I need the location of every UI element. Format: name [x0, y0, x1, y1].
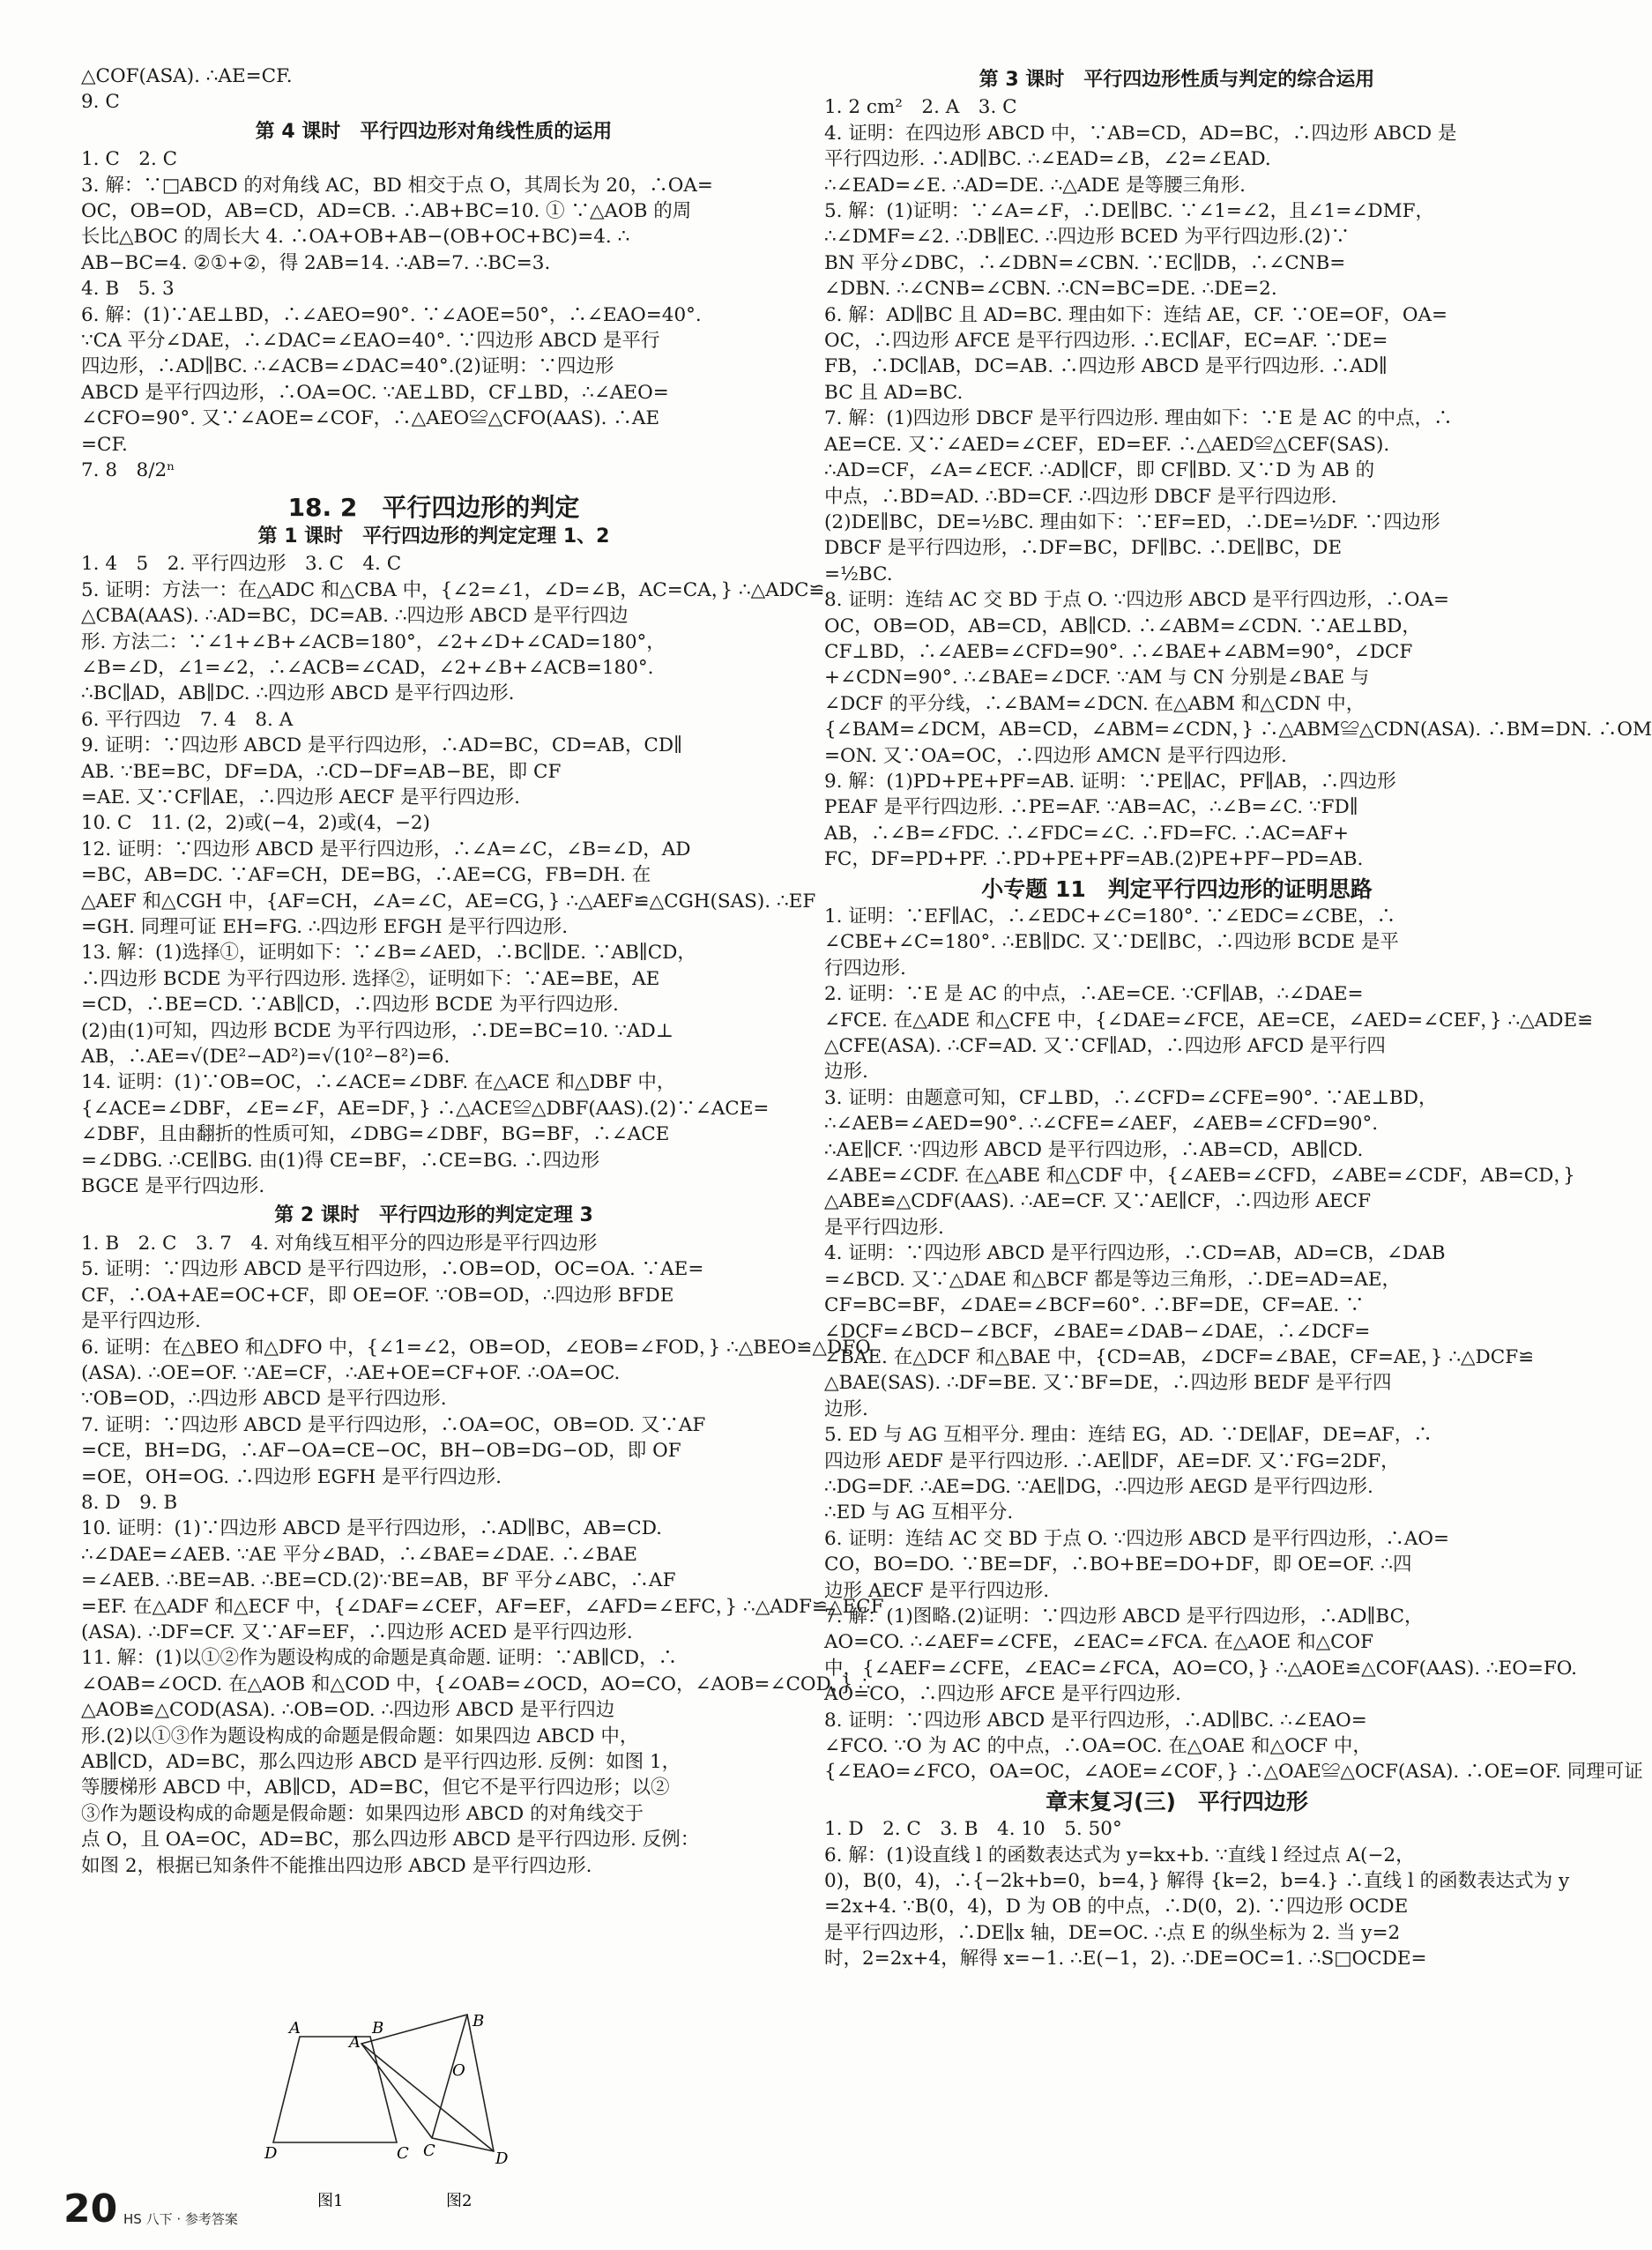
text-line: ∠DBF，且由翻折的性质可知，∠DBG=∠DBF，BG=BF，∴∠ACE — [81, 1123, 670, 1146]
fig2-label-c: C — [423, 2142, 435, 2160]
text-line: 5. 证明：方法一：在△ADC 和△CBA 中，{∠2=∠1，∠D=∠B，AC=CA，} ∴△ADC≌ — [81, 578, 825, 601]
text-line: =∠BCD. 又∵△DAE 和△BCF 都是等边三角形，∴DE=AD=AE， — [824, 1268, 1402, 1291]
text-line: ∴∠DMF=∠2. ∴DB∥EC. ∴四边形 BCED 为平行四边形.(2)∵ — [824, 226, 1351, 249]
text-line: 7. 8 8/2ⁿ — [81, 459, 175, 482]
lesson4-heading: 第 4 课时 平行四边形对角线性质的运用 — [255, 120, 613, 143]
text-line: =CF. — [81, 433, 128, 456]
text-line: 10. 证明：(1)∵四边形 ABCD 是平行四边形，∴AD∥BC，AB=CD. — [81, 1517, 663, 1540]
fig1-label-a: A — [289, 2019, 301, 2038]
text-line: AB，∴AE=√(DE²−AD²)=√(10²−8²)=6. — [81, 1046, 450, 1069]
text-line: AO=CO. ∴∠AEF=∠CFE，∠EAC=∠FCA. 在△AOE 和△COF — [824, 1631, 1374, 1654]
text-line: 形. 方法二：∵∠1+∠B+∠ACB=180°，∠2+∠D+∠CAD=180°， — [81, 630, 666, 653]
text-line: ∠B=∠D，∠1=∠2，∴∠ACB=∠CAD，∠2+∠B+∠ACB=180°. — [81, 656, 654, 679]
text-line: (ASA). ∴DF=CF. 又∵AF=EF，∴四边形 ACED 是平行四边形. — [81, 1620, 633, 1643]
text-line: =∠AEB. ∴BE=AB. ∴BE=CD.(2)∵BE=AB，BF 平分∠ABC，∴AF — [81, 1569, 676, 1592]
lesson3-heading: 第 3 课时 平行四边形性质与判定的综合运用 — [979, 69, 1375, 91]
text-line: {∠EAO=∠FCO，OA=OC，∠AOE=∠COF，} ∴△OAE≌△OCF(ASA). ∴OE=OF. 同理可证 — [824, 1761, 1643, 1784]
lesson2-heading: 第 2 课时 平行四边形的判定定理 3 — [274, 1204, 593, 1227]
text-line: =½BC. — [824, 562, 893, 585]
text-line: 1. 证明：∵EF∥AC，∴∠EDC+∠C=180°. ∵∠EDC=∠CBE，∴ — [824, 905, 1396, 928]
text-line: +∠CDN=90°. ∴∠BAE=∠DCF. ∵AM 与 CN 分别是∠BAE 与 — [824, 667, 1370, 689]
lesson4-body — [81, 146, 786, 483]
text-line: {∠BAM=∠DCM，AB=CD，∠ABM=∠CDN，} ∴△ABM≌△CDN(ASA). ∴BM=DN. ∴OM — [824, 719, 1652, 741]
fig2-label-b: B — [473, 2012, 485, 2030]
text-line: =GH. 同理可证 EH=FG. ∴四边形 EFGH 是平行四边形. — [81, 916, 569, 938]
text-line: AB. ∵BE=BC，DF=DA，∴CD−DF=AB−BE，即 CF — [81, 760, 562, 783]
text-line: =AE. 又∵CF∥AE，∴四边形 AECF 是平行四边形. — [81, 786, 521, 808]
fig1-label-c: C — [397, 2144, 409, 2163]
text-line: =∠DBG. ∴CE∥BG. 由(1)得 CE=BF，∴CE=BG. ∴四边形 — [81, 1149, 600, 1172]
lesson1-heading: 第 1 课时 平行四边形的判定定理 1、2 — [257, 525, 610, 548]
text-line: 9. 证明：∵四边形 ABCD 是平行四边形，∴AD=BC，CD=AB，CD∥ — [81, 734, 683, 757]
text-line: ∴BC∥AD，AB∥DC. ∴四边形 ABCD 是平行四边形. — [81, 682, 515, 705]
text-line: OC，OB=OD，AB=CD，AB∥CD. ∴∠ABM=∠CDN. ∵AE⊥BD， — [824, 615, 1421, 637]
text-line: 9. C — [81, 91, 120, 114]
text-line: 等腰梯形 ABCD 中，AB∥CD，AD=BC，但它不是平行四边形；以② — [81, 1777, 670, 1799]
lesson1-body — [81, 551, 825, 1199]
text-line: ∴DG=DF. ∴AE=DG. ∵AE∥DG，∴四边形 AEGD 是平行四边形. — [824, 1475, 1373, 1498]
text-line: 1. 2 cm² 2. A 3. C — [824, 96, 1017, 119]
fig1-label-b: B — [372, 2019, 384, 2038]
text-line: 12. 证明：∵四边形 ABCD 是平行四边形，∴∠A=∠C，∠B=∠D，AD — [81, 838, 691, 861]
text-line: ③作为题设构成的命题是假命题：如果四边形 ABCD 的对角线交于 — [81, 1802, 644, 1825]
text-line: 6. 解：(1)∵AE⊥BD，∴∠AEO=90°. ∵∠AOE=50°，∴∠EAO=40°. — [81, 303, 702, 326]
text-line: ∴∠EAD=∠E. ∴AD=DE. ∴△ADE 是等腰三角形. — [824, 174, 1246, 197]
text-line: △BAE(SAS). ∴DF=BE. 又∵BF=DE，∴四边形 BEDF 是平行四 — [824, 1372, 1392, 1395]
text-line: 5. 解：(1)证明：∵∠A=∠F，∴DE∥BC. ∵∠1=∠2，且∠1=∠DMF， — [824, 200, 1435, 223]
text-line: 8. 证明：连结 AC 交 BD 于点 O. ∵四边形 ABCD 是平行四边形，∴OA= — [824, 589, 1449, 612]
text-line: 13. 解：(1)选择①，证明如下：∵∠B=∠AED，∴BC∥DE. ∵AB∥CD， — [81, 942, 696, 965]
section-18-2-heading: 18. 2 平行四边形的判定 — [287, 492, 580, 522]
text-line: 14. 证明：(1)∵OB=OC，∴∠ACE=∠DBF. 在△ACE 和△DBF 中， — [81, 1071, 676, 1094]
text-line: BGCE 是平行四边形. — [81, 1175, 265, 1198]
geometry-figures — [264, 2010, 555, 2222]
review3-heading: 章末复习(三) 平行四边形 — [1046, 1788, 1308, 1814]
text-line: △COF(ASA). ∴AE=CF. — [81, 65, 293, 87]
text-line: ∠FCE. 在△ADE 和△CFE 中，{∠DAE=∠FCE，AE=CE，∠AED=∠CEF，} ∴△ADE≌ — [824, 1009, 1594, 1032]
text-line: △AOB≌△COD(ASA). ∴OB=OD. ∴四边形 ABCD 是平行四边 — [81, 1699, 615, 1722]
text-line: ∴∠AEB=∠AED=90°. ∴∠CFE=∠AEF，∠AEB=∠CFD=90°. — [824, 1113, 1379, 1136]
text-line: 6. 证明：在△BEO 和△DFO 中，{∠1=∠2，OB=OD，∠EOB=∠FOD，} ∴△BEO≌△DFO — [81, 1336, 871, 1359]
text-line: =BC，AB=DC. ∵AF=CH，DE=BG，∴AE=CG，FB=DH. 在 — [81, 864, 651, 887]
text-line: ∴四边形 BCDE 为平行四边形. 选择②，证明如下：∵AE=BE，AE — [81, 967, 660, 990]
text-line: 四边形，∴AD∥BC. ∴∠ACB=∠DAC=40°.(2)证明：∵四边形 — [81, 355, 614, 378]
text-line: 时，2=2x+4，解得 x=−1. ∴E(−1，2). ∴DE=OC=1. ∴S□OCDE= — [824, 1948, 1427, 1971]
text-line: 11. 解：(1)以①②作为题设构成的命题是真命题. 证明：∵AB∥CD，∴ — [81, 1647, 678, 1670]
text-line: ∠CBE+∠C=180°. ∴EB∥DC. 又∵DE∥BC，∴四边形 BCDE 是平 — [824, 931, 1399, 954]
text-line: {∠ACE=∠DBF，∠E=∠F，AE=DF，} ∴△ACE≌△DBF(AAS).(2)∵∠ACE= — [81, 1097, 770, 1120]
text-line: ∵CA 平分∠DAE，∴∠DAC=∠EAO=40°. ∵四边形 ABCD 是平行 — [81, 330, 660, 353]
text-line: 7. 解：(1)四边形 DBCF 是平行四边形. 理由如下：∵E 是 AC 的中点，∴ — [824, 407, 1453, 430]
fig2-label-o: O — [452, 2061, 465, 2080]
text-line: 中，{∠AEF=∠CFE，∠EAC=∠FCA，AO=CO，} ∴△AOE≌△COF(AAS). ∴EO=FO. — [824, 1657, 1578, 1680]
text-line: 4. B 5. 3 — [81, 278, 175, 301]
text-line: △AEF 和△CGH 中，{AF=CH，∠A=∠C，AE=CG，} ∴△AEF≌△CGH(SAS). ∴EF — [81, 890, 816, 913]
text-line: ∵OB=OD，∴四边形 ABCD 是平行四边形. — [81, 1388, 447, 1411]
text-line: 4. 证明：在四边形 ABCD 中，∵AB=CD，AD=BC，∴四边形 ABCD 是 — [824, 122, 1457, 145]
fig1-caption: 图1 — [317, 2192, 344, 2210]
text-line: =CD，∴BE=CD. ∵AB∥CD，∴四边形 BCDE 为平行四边形. — [81, 994, 619, 1017]
text-line: CF，∴OA+AE=OC+CF，即 OE=OF. ∵OB=OD，∴四边形 BFDE — [81, 1284, 674, 1307]
text-line: AB−BC=4. ②①+②，得 2AB=14. ∴AB=7. ∴BC=3. — [81, 251, 551, 274]
text-line: 四边形 AEDF 是平行四边形. ∴AE∥DF，AE=DF. 又∵FG=2DF， — [824, 1449, 1400, 1472]
text-line: =ON. 又∵OA=OC，∴四边形 AMCN 是平行四边形. — [824, 744, 1287, 767]
fig2-caption: 图2 — [446, 2192, 473, 2210]
text-line: ∠OAB=∠OCD. 在△AOB 和△COD 中，{∠OAB=∠OCD，AO=CO，∠AOB=∠COD，} ∴ — [81, 1673, 871, 1695]
text-line: AE=CE. 又∵∠AED=∠CEF，ED=EF. ∴△AED≌△CEF(SAS). — [824, 433, 1390, 456]
text-line: 6. 解：AD∥BC 且 AD=BC. 理由如下：连结 AE，CF. ∵OE=OF，OA= — [824, 303, 1447, 326]
text-line: 是平行四边形. — [824, 1216, 944, 1239]
text-line: 7. 解：(1)图略.(2)证明：∵四边形 ABCD 是平行四边形，∴AD∥BC， — [824, 1605, 1424, 1628]
text-line: 6. 平行四边 7. 4 8. A — [81, 708, 294, 731]
text-line: 9. 解：(1)PD+PE+PF=AB. 证明：∵PE∥AC，PF∥AB，∴四边形 — [824, 770, 1396, 793]
text-line: 3. 解：∵□ABCD 的对角线 AC，BD 相交于点 O，其周长为 20，∴OA= — [81, 174, 713, 197]
text-line: 0)，B(0，4)，∴{−2k+b=0，b=4，} 解得 {k=2，b=4.} ∴直线 l 的函数表达式为 y — [824, 1870, 1570, 1893]
fig2-label-d: D — [495, 2149, 509, 2168]
text-line: ∴AE∥CF. ∵四边形 ABCD 是平行四边形，∴AB=CD，AB∥CD. — [824, 1138, 1364, 1161]
text-line: 1. 4 5 2. 平行四边形 3. C 4. C — [81, 553, 402, 576]
text-line: △CBA(AAS). ∴AD=BC，DC=AB. ∴四边形 ABCD 是平行四边 — [81, 605, 629, 628]
fig1-label-d: D — [264, 2144, 278, 2163]
figure-1-trapezoid — [273, 2037, 397, 2142]
right-column — [824, 63, 1652, 1972]
text-line: ∠BAE. 在△DCF 和△BAE 中，{CD=AB，∠DCF=∠BAE，CF=AE，} ∴△DCF≌ — [824, 1345, 1535, 1368]
text-line: 4. 证明：∵四边形 ABCD 是平行四边形，∴CD=AB，AD=CB，∠DAB — [824, 1242, 1446, 1265]
text-line: ∠DCF 的平分线，∴∠BAM=∠DCN. 在△ABM 和△CDN 中， — [824, 692, 1366, 715]
text-line: CF⊥BD，∴∠AEB=∠CFD=90°. ∴∠BAE+∠ABM=90°，∠DCF — [824, 640, 1413, 663]
text-line: 中点，∴BD=AD. ∴BD=CF. ∴四边形 DBCF 是平行四边形. — [824, 485, 1337, 508]
text-line: ∠DCF=∠BCD−∠BCF，∠BAE=∠DAB−∠DAE，∴∠DCF= — [824, 1320, 1371, 1343]
text-line: OC，OB=OD，AB=CD，AD=CB. ∴AB+BC=10. ① ∵△AOB 的周 — [81, 200, 692, 223]
text-line: 是平行四边形，∴DE∥x 轴，DE=OC. ∴点 E 的纵坐标为 2. 当 y=2 — [824, 1921, 1401, 1944]
text-line: FB，∴DC∥AB，DC=AB. ∴四边形 ABCD 是平行四边形. ∴AD∥ — [824, 355, 1388, 378]
text-line: ∠FCO. ∵O 为 AC 的中点，∴OA=OC. 在△OAE 和△OCF 中， — [824, 1735, 1372, 1757]
review3-body — [824, 1816, 1570, 1971]
text-line: CO，BO=DO. ∵BE=DF，∴BO+BE=DO+DF，即 OE=OF. ∴四 — [824, 1553, 1412, 1576]
text-line: 10. C 11. (2，2)或(−4，2)或(4，−2) — [81, 812, 430, 835]
text-line: (2)由(1)可知，四边形 BCDE 为平行四边形，∴DE=BC=10. ∵AD⊥ — [81, 1019, 673, 1042]
text-line: ∠ABE=∠CDF. 在△ABE 和△CDF 中，{∠AEB=∠CFD，∠ABE=∠CDF，AB=CD，} — [824, 1165, 1575, 1188]
text-line: ∠CFO=90°. 又∵∠AOE=∠COF，∴△AEO≌△CFO(AAS). ∴AE — [81, 407, 660, 430]
text-line: (2)DE∥BC，DE=½BC. 理由如下：∵EF=ED，∴DE=½DF. ∵四边形 — [824, 510, 1440, 533]
text-line: 行四边形. — [824, 957, 906, 980]
text-line: ∴∠DAE=∠AEB. ∵AE 平分∠BAD，∴∠BAE=∠DAE. ∴∠BAE — [81, 1543, 637, 1566]
text-line: 5. ED 与 AG 互相平分. 理由：连结 EG，AD. ∵DE∥AF，DE=AF，∴ — [824, 1424, 1432, 1447]
text-line: 边形. — [824, 1397, 868, 1420]
text-line: PEAF 是平行四边形. ∴PE=AF. ∵AB=AC，∴∠B=∠C. ∵FD∥ — [824, 796, 1358, 819]
text-line: CF=BC=BF，∠DAE=∠BCF=60°. ∴BF=DE，CF=AE. ∵ — [824, 1294, 1365, 1317]
text-line: 6. 证明：连结 AC 交 BD 于点 O. ∵四边形 ABCD 是平行四边形，∴AO= — [824, 1527, 1449, 1550]
text-line: 形.(2)以①③作为题设构成的命题是假命题：如果四边 ABCD 中， — [81, 1725, 639, 1747]
text-line: =CE，BH=DG，∴AF−OA=CE−OC，BH−OB=DG−OD，即 OF — [81, 1440, 681, 1463]
text-line: △CFE(ASA). ∴CF=AD. 又∵CF∥AD，∴四边形 AFCD 是平行四 — [824, 1035, 1386, 1058]
text-line: (ASA). ∴OE=OF. ∵AE=CF，∴AE+OE=CF+OF. ∴OA=OC. — [81, 1361, 621, 1384]
text-line: BC 且 AD=BC. — [824, 381, 964, 404]
text-line: 3. 证明：由题意可知，CF⊥BD，∴∠CFD=∠CFE=90°. ∵AE⊥BD， — [824, 1086, 1438, 1109]
text-line: 平行四边形. ∴AD∥BC. ∴∠EAD=∠B，∠2=∠EAD. — [824, 148, 1271, 171]
text-line: =OE，OH=OG. ∴四边形 EGFH 是平行四边形. — [81, 1465, 502, 1488]
text-line: 8. 证明：∵四边形 ABCD 是平行四边形，∴AD∥BC. ∴∠EAO= — [824, 1709, 1367, 1732]
text-line: 长比△BOC 的周长大 4. ∴OA+OB+AB−(OB+OC+BC)=4. ∴ — [81, 226, 630, 249]
text-line: AB∥CD，AD=BC，那么四边形 ABCD 是平行四边形. 反例：如图 1， — [81, 1751, 681, 1773]
lesson2-body — [81, 1231, 884, 1879]
text-line: 7. 证明：∵四边形 ABCD 是平行四边形，∴OA=OC，OB=OD. 又∵AF — [81, 1413, 706, 1436]
text-line: ∠DBN. ∴∠CNB=∠CBN. ∴CN=BC=DE. ∴DE=2. — [824, 278, 1277, 301]
text-line: =2x+4. ∵B(0，4)，D 为 OB 的中点，∴D(0，2). ∵四边形 OCDE — [824, 1896, 1409, 1918]
text-line: AO=CO，∴四边形 AFCE 是平行四边形. — [824, 1683, 1181, 1706]
text-line: ∴ED 与 AG 互相平分. — [824, 1501, 1014, 1524]
text-line: BN 平分∠DBC，∴∠DBN=∠CBN. ∵EC∥DB，∴∠CNB= — [824, 251, 1346, 274]
fig2-label-a: A — [349, 2033, 361, 2052]
text-line: △ABE≌△CDF(AAS). ∴AE=CF. 又∵AE∥CF，∴四边形 AECF — [824, 1190, 1371, 1213]
topic11-heading: 小专题 11 判定平行四边形的证明思路 — [981, 875, 1373, 902]
text-line: 6. 解：(1)设直线 l 的函数表达式为 y=kx+b. ∵直线 l 经过点 A(−2， — [824, 1844, 1415, 1866]
page-footer: HS 八下 · 参考答案 — [123, 2211, 238, 2227]
text-line: 1. B 2. C 3. 7 4. 对角线互相平分的四边形是平行四边形 — [81, 1232, 598, 1255]
text-line: 边形 AECF 是平行四边形. — [824, 1579, 1050, 1602]
text-line: 点 O，且 OA=OC，AD=BC，那么四边形 ABCD 是平行四边形. 反例： — [81, 1829, 700, 1851]
text-line: 1. D 2. C 3. B 4. 10 5. 50° — [824, 1818, 1122, 1841]
topic11-body — [824, 904, 1643, 1785]
text-line: =EF. 在△ADF 和△ECF 中，{∠DAF=∠CEF，AF=EF，∠AFD=∠EFC，} ∴△ADF≌△ECF — [81, 1595, 884, 1618]
text-line: ∴AD=CF，∠A=∠ECF. ∴AD∥CF，即 CF∥BD. 又∵D 为 AB 的 — [824, 459, 1375, 482]
text-line: OC，∴四边形 AFCE 是平行四边形. ∴EC∥AF，EC=AF. ∵DE= — [824, 330, 1388, 353]
text-line: 5. 证明：∵四边形 ABCD 是平行四边形，∴OB=OD，OC=OA. ∵AE= — [81, 1258, 704, 1281]
text-line: 1. C 2. C — [81, 148, 178, 171]
text-line: 边形. — [824, 1061, 868, 1084]
text-line: 2. 证明：∵E 是 AC 的中点，∴AE=CE. ∵CF∥AB，∴∠DAE= — [824, 983, 1364, 1006]
text-line: ABCD 是平行四边形，∴OA=OC. ∵AE⊥BD，CF⊥BD，∴∠AEO= — [81, 381, 669, 404]
page-number: 20 — [63, 2187, 118, 2231]
text-line: 如图 2，根据已知条件不能推出四边形 ABCD 是平行四边形. — [81, 1854, 592, 1877]
text-line: AB，∴∠B=∠FDC. ∴∠FDC=∠C. ∴FD=FC. ∴AC=AF+ — [824, 822, 1350, 845]
text-line: DBCF 是平行四边形，∴DF=BC，DF∥BC. ∴DE∥BC，DE — [824, 537, 1343, 560]
text-line: FC，DF=PD+PF. ∴PD+PE+PF=AB.(2)PE+PF−PD=AB. — [824, 848, 1364, 871]
text-line: 8. D 9. B — [81, 1491, 178, 1514]
lesson3-body — [824, 94, 1652, 872]
text-line: 是平行四边形. — [81, 1310, 201, 1333]
